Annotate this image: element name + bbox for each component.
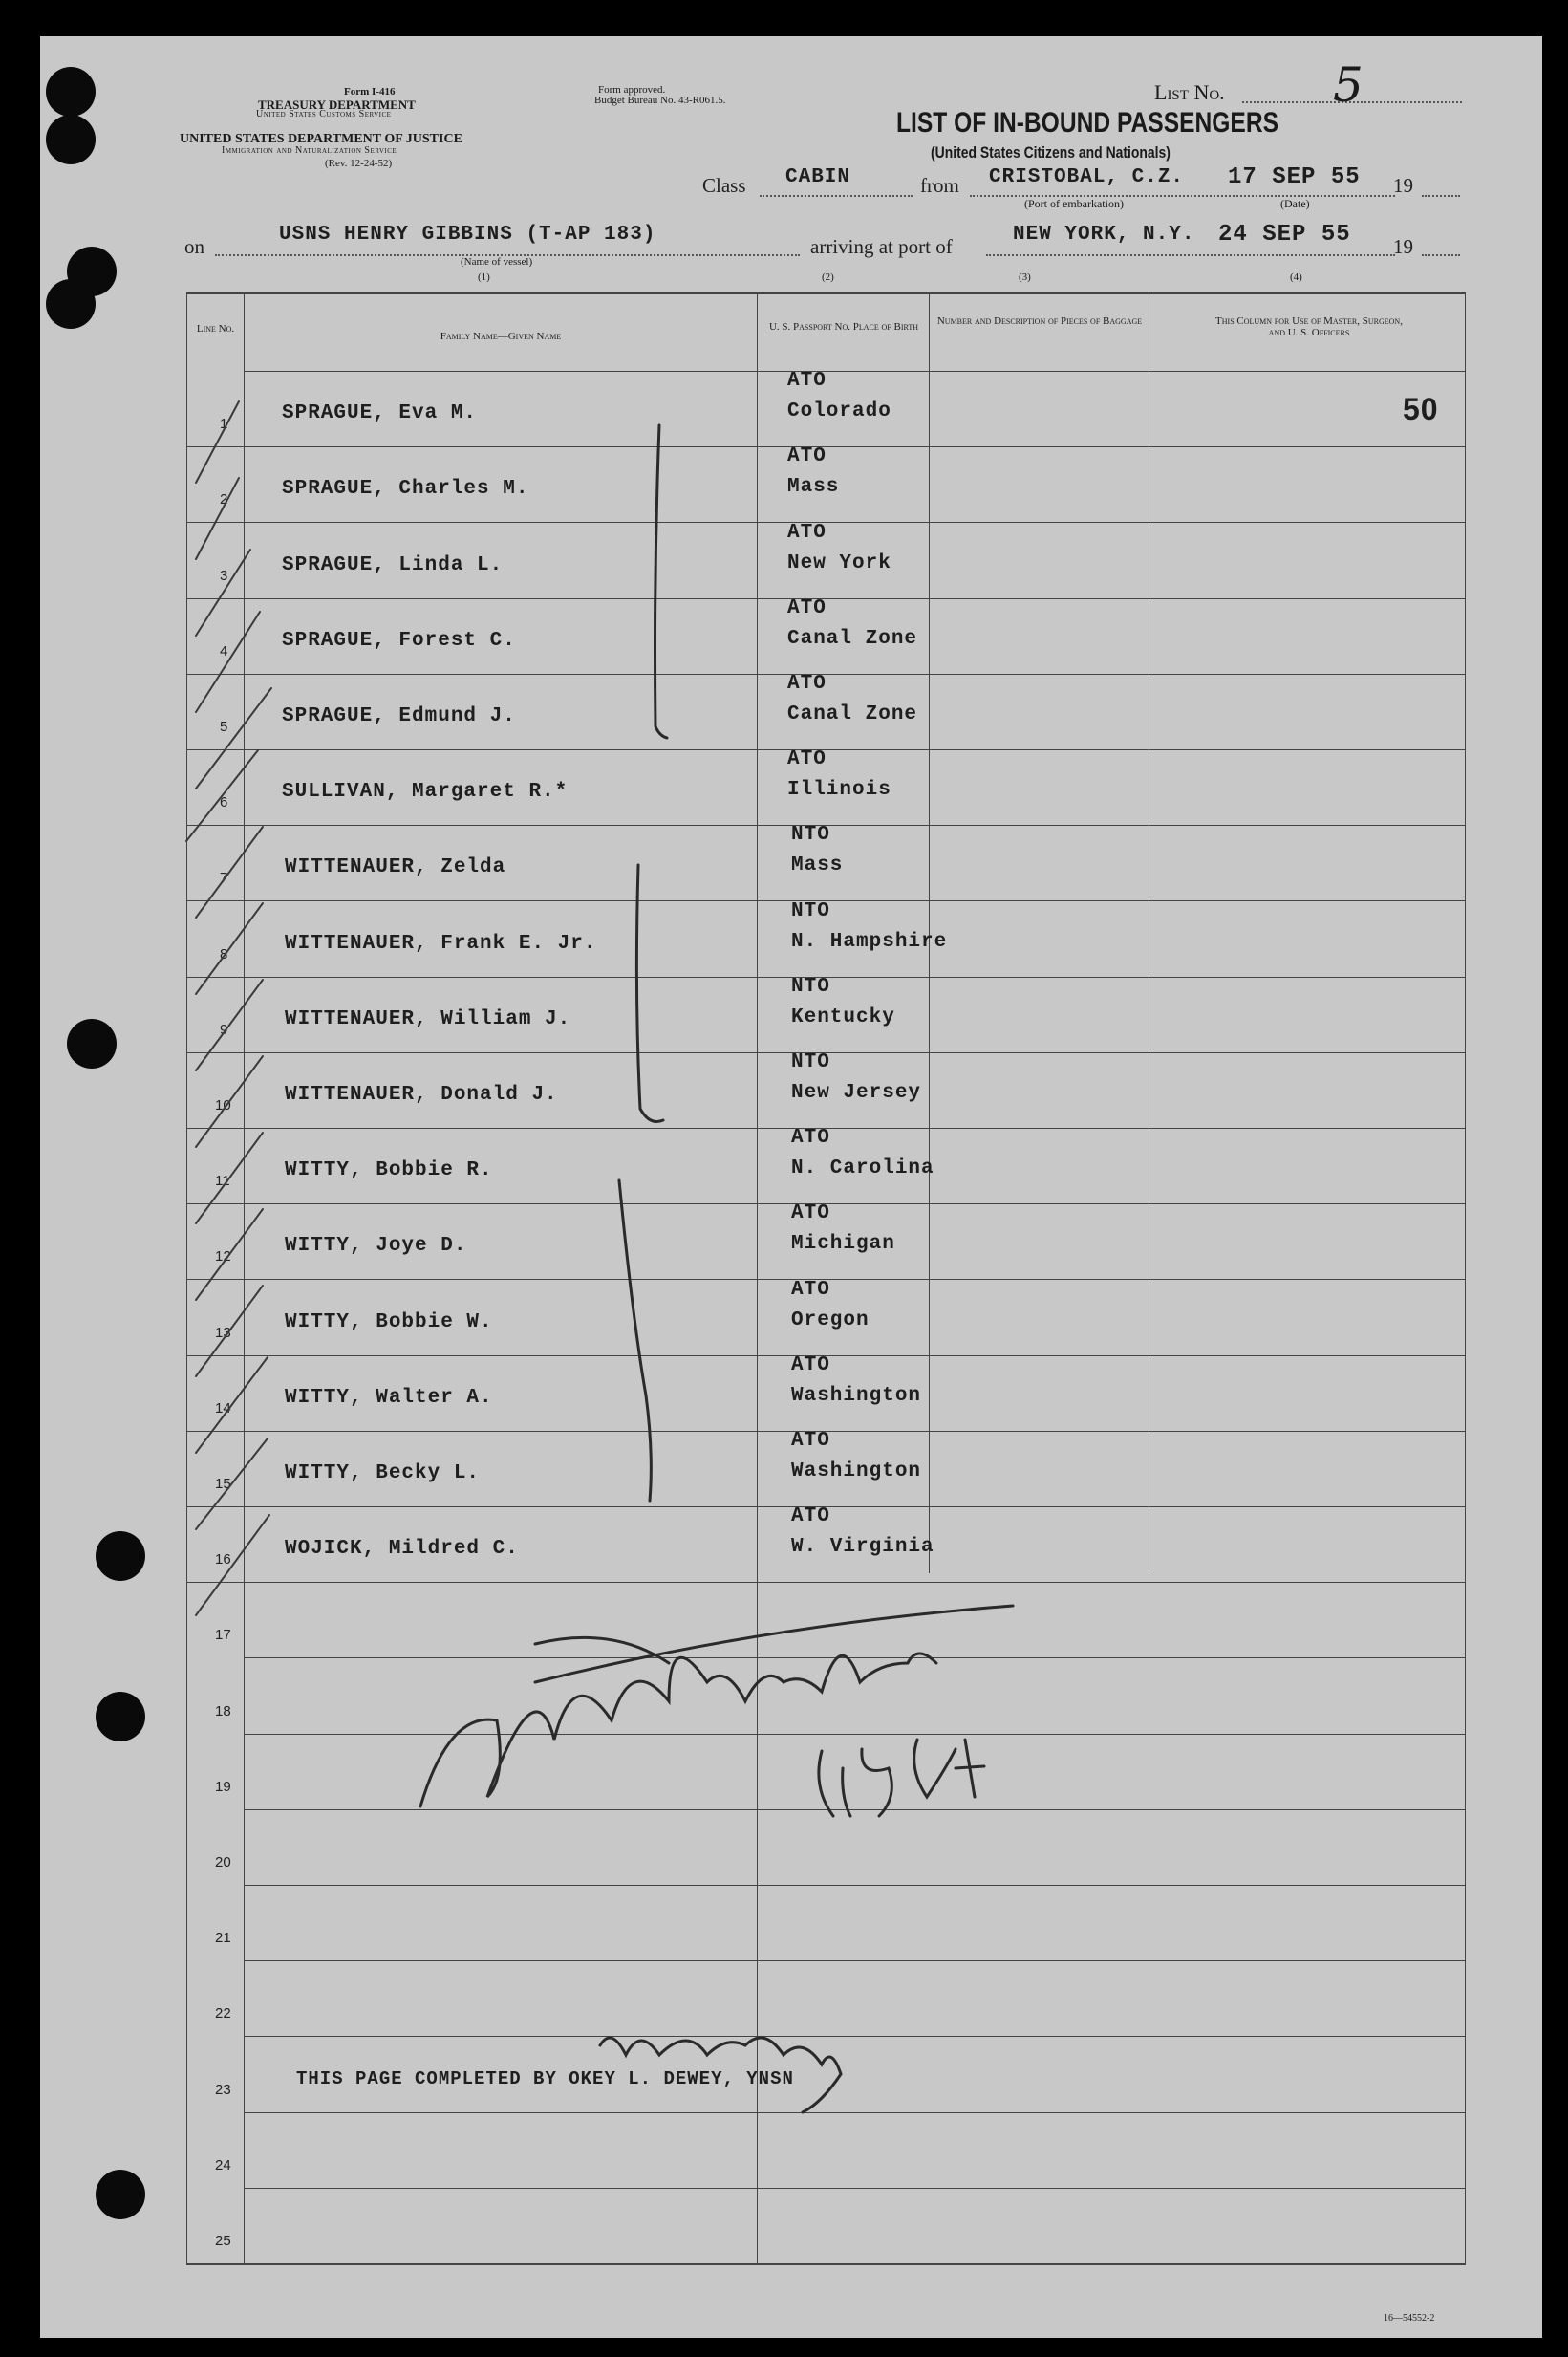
row-line-number: 3 (220, 568, 228, 584)
row-status-code: ATO (791, 1279, 830, 1301)
revision-date: (Rev. 12-24-52) (325, 158, 393, 169)
tick-mark (196, 688, 271, 789)
port-embark-value: CRISTOBAL, C.Z. (989, 166, 1185, 188)
budget-bureau: Budget Bureau No. 43-R061.5. (594, 95, 726, 106)
date-embark-value: 17 SEP 55 (1228, 164, 1361, 190)
row-passenger-name: WOJICK, Mildred C. (285, 1538, 519, 1560)
row-passenger-name: SPRAGUE, Eva M. (282, 402, 478, 424)
print-code: 16—54552-2 (1384, 2313, 1435, 2324)
tick-mark (196, 980, 263, 1070)
header-baggage: Number and Description of Pieces of Baggage (936, 315, 1143, 327)
row-place-of-birth: Washington (791, 1460, 922, 1482)
bracket-mark (619, 1180, 651, 1501)
tick-mark (196, 1515, 269, 1615)
row-line-number: 8 (220, 946, 228, 962)
date-caption: (Date) (1280, 197, 1310, 210)
header-name: Family Name—Given Name (440, 331, 562, 342)
row-line-number: 6 (220, 794, 228, 811)
class-value: CABIN (785, 166, 851, 188)
port-embark-caption: (Port of embarkation) (1024, 197, 1124, 210)
tick-mark (196, 612, 260, 712)
tick-mark (196, 1438, 268, 1529)
officer-note: 50 (1403, 392, 1439, 426)
row-place-of-birth: N. Carolina (791, 1157, 934, 1179)
list-no-label: List No. (1154, 80, 1225, 104)
row-place-of-birth: New Jersey (791, 1082, 922, 1104)
row-passenger-name: WITTENAUER, William J. (285, 1008, 571, 1030)
tick-mark (196, 550, 250, 636)
initials-mark (420, 1654, 936, 1806)
initials-mark (535, 1637, 669, 1663)
tick-mark (196, 1133, 263, 1223)
row-passenger-name: THIS PAGE COMPLETED BY OKEY L. DEWEY, YNSN (296, 2068, 794, 2089)
tick-mark (196, 903, 263, 994)
row-passenger-name: WITTY, Joye D. (285, 1235, 467, 1257)
row-place-of-birth: Washington (791, 1385, 922, 1407)
row-line-number: 5 (220, 719, 228, 735)
time-mark (819, 1740, 984, 1816)
vessel-value: USNS HENRY GIBBINS (T-AP 183) (279, 224, 656, 246)
tick-mark (186, 750, 258, 841)
row-status-code: NTO (791, 900, 830, 922)
from-label: from (920, 174, 959, 197)
row-line-number: 15 (215, 1476, 231, 1492)
row-line-number: 16 (215, 1551, 231, 1568)
row-place-of-birth: Canal Zone (787, 703, 918, 725)
bracket-mark (636, 865, 663, 1122)
tick-mark (196, 1056, 263, 1147)
row-place-of-birth: N. Hampshire (791, 931, 948, 953)
row-line-number: 19 (215, 1779, 231, 1795)
row-passenger-name: SPRAGUE, Linda L. (282, 554, 504, 576)
year-label-2: 19 (1393, 235, 1413, 258)
strike-mark (535, 1606, 1013, 1682)
row-line-number: 11 (215, 1173, 230, 1189)
row-status-code: NTO (791, 824, 830, 846)
row-line-number: 1 (220, 416, 228, 432)
list-no-value: 5 (1333, 57, 1364, 113)
col-num-1: (1) (478, 271, 490, 283)
row-passenger-name: SPRAGUE, Charles M. (282, 478, 529, 500)
tick-mark (196, 1357, 268, 1453)
row-place-of-birth: Kentucky (791, 1006, 895, 1028)
row-status-code: ATO (787, 522, 827, 544)
page-title: LIST OF IN-BOUND PASSENGERS (896, 107, 1279, 139)
dept-treasury-sub: United States Customs Service (256, 109, 392, 119)
row-status-code: ATO (787, 673, 827, 695)
row-line-number: 22 (215, 2005, 231, 2022)
signature-mark (600, 2038, 841, 2112)
row-line-number: 13 (215, 1325, 231, 1341)
row-line-number: 2 (220, 491, 228, 508)
row-line-number: 14 (215, 1400, 231, 1416)
row-line-number: 7 (220, 870, 228, 886)
row-place-of-birth: Mass (787, 476, 840, 498)
row-status-code: ATO (787, 445, 827, 467)
tick-mark (196, 1209, 263, 1300)
row-line-number: 18 (215, 1703, 231, 1719)
row-place-of-birth: Canal Zone (787, 628, 918, 650)
arriving-label: arriving at port of (810, 235, 953, 258)
row-place-of-birth: Colorado (787, 400, 891, 422)
row-line-number: 24 (215, 2157, 231, 2173)
row-passenger-name: WITTENAUER, Donald J. (285, 1084, 558, 1106)
row-passenger-name: WITTY, Walter A. (285, 1387, 493, 1409)
page-subtitle: (United States Citizens and Nationals) (931, 143, 1171, 162)
col-num-3: (3) (1019, 271, 1031, 283)
row-line-number: 23 (215, 2082, 231, 2098)
dept-treasury: TREASURY DEPARTMENT (258, 97, 416, 112)
bracket-mark (655, 425, 668, 738)
header-officers: This Column for Use of Master, Surgeon, and U. S. Officers (1215, 315, 1403, 338)
row-status-code: ATO (791, 1430, 830, 1452)
row-status-code: ATO (787, 370, 827, 392)
row-line-number: 21 (215, 1930, 231, 1946)
form-approved: Form approved. (598, 84, 666, 96)
row-status-code: NTO (791, 976, 830, 998)
row-passenger-name: WITTENAUER, Frank E. Jr. (285, 933, 597, 955)
row-line-number: 17 (215, 1627, 231, 1643)
row-status-code: ATO (791, 1354, 830, 1376)
row-status-code: ATO (791, 1505, 830, 1527)
row-line-number: 9 (220, 1022, 228, 1038)
row-status-code: NTO (791, 1051, 830, 1073)
row-passenger-name: WITTY, Becky L. (285, 1462, 481, 1484)
row-passenger-name: WITTY, Bobbie R. (285, 1159, 493, 1181)
tick-mark (196, 827, 263, 918)
row-passenger-name: WITTENAUER, Zelda (285, 856, 506, 878)
row-line-number: 10 (215, 1097, 231, 1114)
row-passenger-name: SPRAGUE, Edmund J. (282, 705, 516, 727)
header-line-no: Line No. (196, 323, 235, 335)
col-num-2: (2) (822, 271, 834, 283)
class-label: Class (702, 174, 746, 197)
year-label: 19 (1393, 174, 1413, 197)
vessel-caption: (Name of vessel) (461, 256, 533, 268)
row-place-of-birth: Oregon (791, 1309, 870, 1331)
row-place-of-birth: Mass (791, 854, 844, 876)
tick-mark (196, 1286, 263, 1376)
row-line-number: 4 (220, 643, 228, 660)
row-place-of-birth: New York (787, 552, 891, 574)
row-line-number: 12 (215, 1248, 231, 1265)
row-passenger-name: WITTY, Bobbie W. (285, 1311, 493, 1333)
dept-justice-sub: Immigration and Naturalization Service (222, 145, 397, 156)
row-place-of-birth: W. Virginia (791, 1536, 934, 1558)
row-line-number: 25 (215, 2233, 231, 2249)
row-status-code: ATO (787, 748, 827, 770)
tick-mark (196, 401, 239, 483)
dept-justice: UNITED STATES DEPARTMENT OF JUSTICE (180, 132, 462, 146)
row-status-code: ATO (791, 1127, 830, 1149)
row-place-of-birth: Illinois (787, 779, 891, 801)
arrival-date-value: 24 SEP 55 (1218, 222, 1351, 248)
tick-mark (196, 478, 239, 559)
row-status-code: ATO (791, 1202, 830, 1224)
row-line-number: 20 (215, 1854, 231, 1870)
on-label: on (184, 235, 204, 258)
row-passenger-name: SULLIVAN, Margaret R.* (282, 781, 569, 803)
arrival-port-value: NEW YORK, N.Y. (1013, 224, 1195, 246)
header-passport: U. S. Passport No. Place of Birth (768, 321, 919, 333)
row-passenger-name: SPRAGUE, Forest C. (282, 630, 516, 652)
row-place-of-birth: Michigan (791, 1233, 895, 1255)
row-status-code: ATO (787, 597, 827, 619)
form-number: Form I-416 (344, 86, 396, 97)
col-num-4: (4) (1290, 271, 1302, 283)
